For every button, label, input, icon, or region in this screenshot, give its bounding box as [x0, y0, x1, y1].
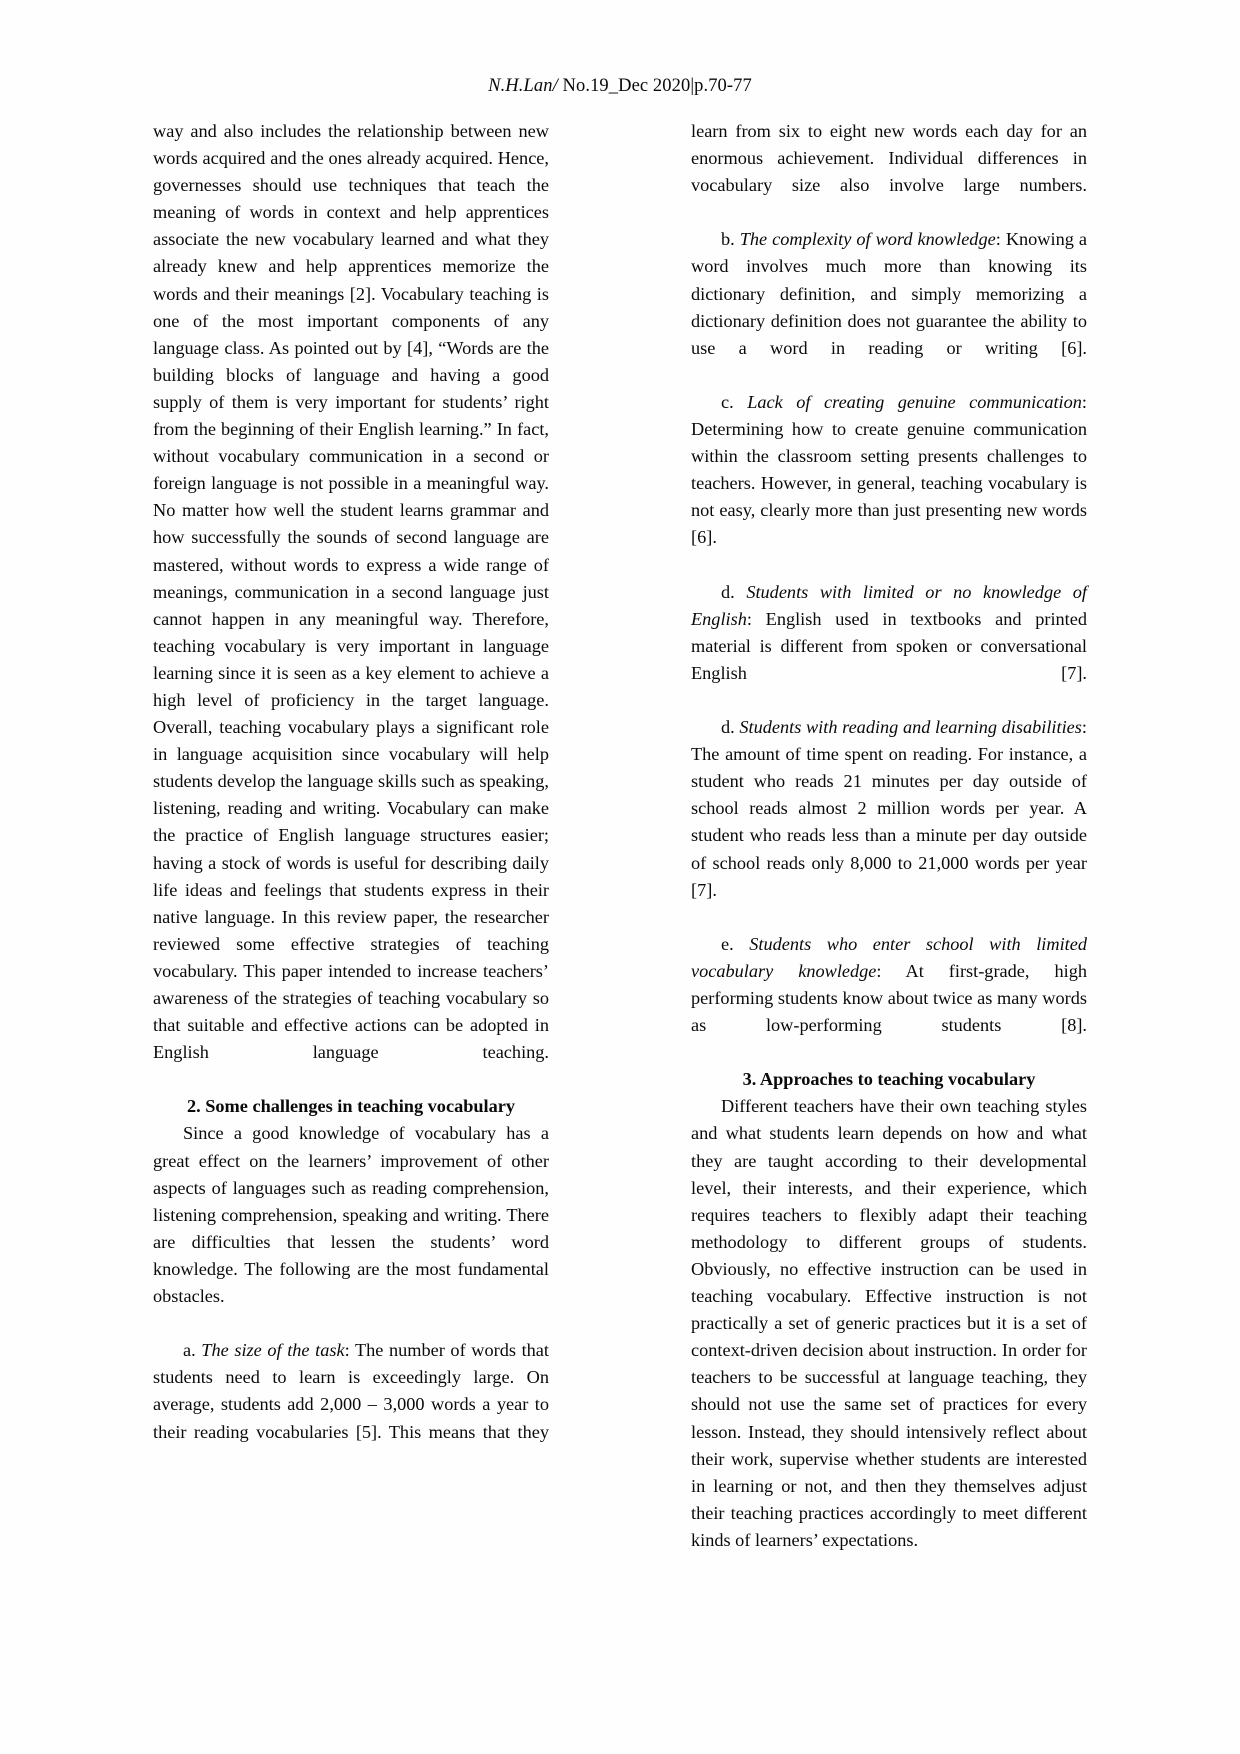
- list-item-d2-body: : The amount of time spent on reading. For instance, a student who reads 21 minutes per day outside of school reads almost 2 million words per year. A student who reads less than a minute per day outside of school reads only 8,000 to 21,000 words per year [7].: [691, 717, 1087, 900]
- list-item-d-limited-knowledge: [691, 579, 1087, 714]
- list-item-b-body: : Knowing a word involves much more than knowing its dictionary definition, and simply memorizing a dictionary definition does not guarantee the ability to use a word in reading or writing [6].: [691, 229, 1087, 358]
- list-item-e: [691, 931, 1087, 1066]
- heading-section-2: 2. Some challenges in teaching vocabulary: [186, 1096, 516, 1117]
- paragraph-approaches: Different teachers have their own teaching styles and what students learn depends on how and what they are taught according to their developmental level, their interests, and their experience, which requires teachers to flexibly adapt their teaching methodology to different groups of students. Obviously, no effective instruction can be used in teaching vocabulary. Effective instruction is not practically a set of generic practices but it is a set of context-driven decision about instruction. In order for teachers to be successful at language teaching, they should not use the same set of practices for every lesson. Instead, they should intensively reflect about their work, supervise whether students are interested in learning or not, and then they themselves adjust their teaching practices accordingly to meet different kinds of learners’ expectations.: [691, 1096, 1087, 1550]
- list-item-a-body: : The number of words that students need to learn is exceedingly large. On average, students add 2,000 – 3,000 words a year to their reading vocabularies [5]. This means that they: [153, 1340, 549, 1442]
- list-item-e-title: Students who enter school with limited vocabulary knowledge: [691, 933, 1087, 981]
- paragraph-size-of-task-continued: learn from six to eight new words each day for an enormous achievement. Individual differences in vocabulary size also involve large numbers.: [691, 121, 1087, 196]
- list-item-a-title: The size of the task: [201, 1340, 345, 1361]
- list-item-d1-marker: d.: [721, 581, 747, 602]
- list-item-d1-body: : English used in textbooks and printed material is different from spoken or conversational English [7].: [691, 608, 1087, 683]
- left-column: [153, 118, 549, 1618]
- paragraph-continuation: way and also includes the relationship between new words acquired and the ones already acquired. Hence, governesses should use techniques that teach the meaning of words in context and help apprentices associate the new vocabulary learned and what they already knew and help apprentices memorize the words and their meanings [2]. Vocabulary teaching is one of the most important components of any language class. As pointed out by [4], “Words are the building blocks of language and having a good supply of them is very important for students’ right from the beginning of their English learning.” In fact, without vocabulary communication in a second or foreign language is not possible in a meaningful way. No matter how well the student learns grammar and how successfully the sounds of second language are mastered, without words to express a wide range of meanings, communication in a second language just cannot happen in any meaningful way. Therefore, teaching vocabulary is very important in language learning since it is seen as a key element to achieve a high level of proficiency in the target language. Overall, teaching vocabulary plays a significant role in language acquisition since vocabulary will help students develop the language skills such as speaking, listening, reading and writing. Vocabulary can make the practice of English language structures easier; having a stock of words is useful for describing daily life ideas and feelings that students express in their native language. In this review paper, the researcher reviewed some effective strategies of teaching vocabulary. This paper intended to increase teachers’ awareness of the strategies of teaching vocabulary so that suitable and effective actions can be adopted in English language teaching.: [153, 121, 549, 1063]
- list-item-a: [153, 1337, 549, 1472]
- list-item-c-body: : Determining how to create genuine communication within the classroom setting presents challenges to teachers. However, in general, teaching vocabulary is not easy, clearly more than just presenting new words [6].: [691, 391, 1087, 548]
- list-item-c: [691, 389, 1087, 579]
- list-item-b: [691, 226, 1087, 389]
- list-item-a-marker: a.: [183, 1340, 202, 1361]
- paragraph-challenges-intro: Since a good knowledge of vocabulary has a great effect on the learners’ improvement of other aspects of languages such as reading comprehension, listening comprehension, speaking and writing. There are difficulties that lessen the students’ word knowledge. The following are the most fundamental obstacles.: [153, 1123, 549, 1307]
- list-item-b-title: The complexity of word knowledge: [739, 229, 996, 250]
- right-column: [691, 118, 1087, 1618]
- list-item-d2-title: Students with reading and learning disabilities: [739, 717, 1082, 738]
- running-head-issue: No.19_Dec 2020|p.70-77: [557, 76, 752, 96]
- heading-section-3: 3. Approaches to teaching vocabulary: [742, 1069, 1036, 1090]
- list-item-d1-title: Students with limited or no knowledge of English: [691, 581, 1088, 629]
- list-item-b-marker: b.: [721, 229, 740, 250]
- list-item-c-title: Lack of creating genuine communication: [747, 391, 1082, 412]
- list-item-c-marker: c.: [721, 391, 748, 412]
- two-column-body: [153, 118, 1087, 1618]
- running-head: [0, 76, 1240, 97]
- running-head-author: N.H.Lan/: [488, 76, 558, 96]
- list-item-d2-marker: d.: [721, 717, 740, 738]
- list-item-e-marker: e.: [721, 933, 750, 954]
- list-item-e-body: : At first-grade, high performing students know about twice as many words as low-performing students [8].: [691, 960, 1087, 1036]
- list-item-d-reading-disabilities: [691, 714, 1087, 931]
